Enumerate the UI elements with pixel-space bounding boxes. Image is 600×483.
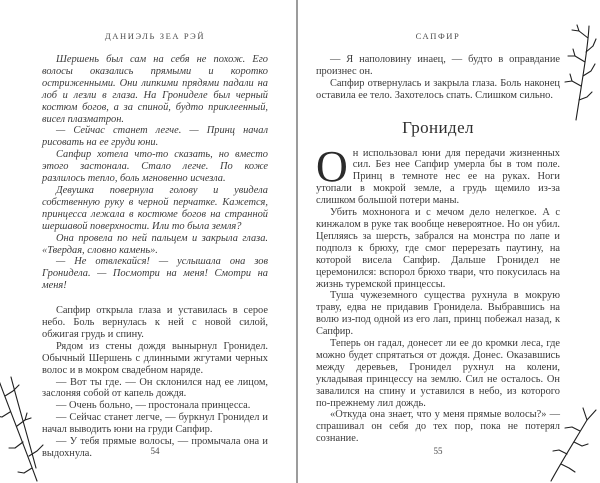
paragraph: Шершень был сам на себя не похож. Его волосы оказались прямыми и коротко остриженными. Они липкими прядями падали на лоб и лезли в глаза. На Грониделе был черный костюм богов, а за спиной, будто приклеенный, висел плазматрон. xyxy=(42,54,268,125)
paragraph: Сапфир открыла глаза и уставилась в серое небо. Боль вернулась к ней с новой силой, обжигая грудь и спину. xyxy=(42,305,268,340)
paragraph: Сапфир хотела что-то сказать, но вместо этого застонала. Стало легче. По коже разлилось тепло, боль мгновенно исчезла. xyxy=(42,149,268,185)
chapter-title: Гронидел xyxy=(402,117,474,137)
paragraph: Туша чужеземного существа рухнула в мокрую траву, едва не придавив Гронидела. Выбравшись на волю из-под одной из его лап, принц побежал назад, к Сапфир. xyxy=(316,290,560,338)
paragraph: Сапфир отвернулась и закрыла глаза. Боль наконец оставила ее тело. Захотелось спать. Слишком сильно. xyxy=(316,77,560,101)
paragraph: Девушка повернула голову и увидела собственную руку в черной перчатке. Кажется, принцесса лежала в костюме богов на странной шершавой поверхности. Или то была земля? xyxy=(42,184,268,232)
paragraph: — Я наполовину инаец, — будто в оправдание произнес он. xyxy=(316,54,560,77)
paragraph: — У тебя прямые волосы, — промычала она и выдохнула. xyxy=(42,436,268,459)
paragraph: Убить мохнонога и с мечом дело нелегкое. А с кинжалом в руке так вообще невероятное. Но он убил. Цепляясь за шерсть, забрался на монстра по лапе и подполз к брюху, где смог перерезать паутину, на которой висела Сапфир. Дальше Гронидел не церемонился: вспорол брюхо твари, что покусилась на жизнь туремской принцессы. xyxy=(316,207,560,290)
twig-decoration-bottom-right-icon xyxy=(546,406,600,483)
paragraph: «Откуда она знает, что у меня прямые волосы?» — спрашивал он себя до тех пор, пока не потерял сознание. xyxy=(316,409,560,445)
italic-text-section xyxy=(42,54,268,292)
running-head-author: ДАНИЭЛЬ ЗЕА РЭЙ xyxy=(104,31,206,41)
paragraph: Рядом из стены дождя вынырнул Гронидел. Обычный Шершень с длинными жгутами черных волос и в мокром свадебном наряде. xyxy=(42,340,268,376)
page-number: 55 xyxy=(433,446,443,456)
regular-text-section xyxy=(42,305,268,460)
paragraph: Она провела по ней пальцем и закрыла глаза. «Твердая, словно камень». xyxy=(42,232,268,256)
paragraph: Теперь он гадал, донесет ли ее до кромки леса, где можно будет спрятаться от дождя. Донес. Оказавшись между деревьев, Гронидел рухнул на колени, укладывая принцессу на землю. Сил не осталось. Он завалился на спину и уставился в небо, из которого по-прежнему лил дождь. xyxy=(316,338,560,409)
page-number: 54 xyxy=(150,446,160,456)
section-break xyxy=(42,292,268,305)
paragraph: — Сейчас станет легче. — Принц начал рисовать на ее груди юни. xyxy=(42,125,268,149)
chapter-body-section xyxy=(316,141,560,446)
paragraph: — Не отвлекайся! — услышала она зов Гронидела. — Посмотри на меня! Смотри на меня! xyxy=(42,256,268,292)
paragraph: — Сейчас станет легче, — буркнул Гронидел и начал выводить юни на груди Сапфир. xyxy=(42,412,268,436)
twig-decoration-bottom-left-icon xyxy=(0,376,48,483)
paragraph-text: н использовал юни для передачи жизненных сил. Без нее Сапфир умерла бы в том поле. Принц в темноте нес ее на руках. Ноги утопали в мокрой земле, а грудь щемило из-за слишком большой потери маны. xyxy=(316,147,560,207)
paragraph: — Вот ты где. — Он склонился над ее лицом, заслоняя собой от капель дождя. xyxy=(42,376,268,400)
running-head-title: САПФИР xyxy=(415,31,461,41)
twig-decoration-top-right-icon xyxy=(560,24,598,122)
paragraph-with-dropcap xyxy=(316,141,560,208)
chapter-end-section xyxy=(316,54,560,102)
paragraph: — Очень больно, — простонала принцесса. xyxy=(56,400,251,412)
drop-cap-letter: О xyxy=(316,141,348,191)
